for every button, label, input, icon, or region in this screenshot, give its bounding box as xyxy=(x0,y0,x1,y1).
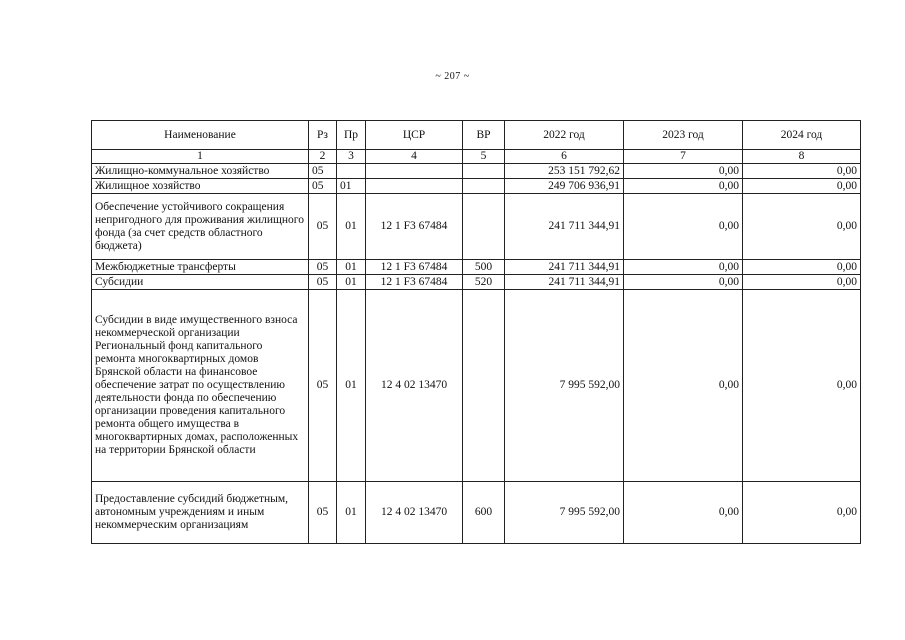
row-2023: 0,00 xyxy=(624,290,743,482)
row-pr: 01 xyxy=(337,290,366,482)
row-pr: 01 xyxy=(337,194,366,260)
column-number: 3 xyxy=(337,150,366,164)
row-pr: 01 xyxy=(337,179,366,194)
row-vr: 600 xyxy=(463,482,505,544)
column-number: 6 xyxy=(505,150,624,164)
row-2022: 253 151 792,62 xyxy=(505,164,624,179)
budget-table xyxy=(91,120,861,544)
row-pr: 01 xyxy=(337,275,366,290)
row-csr: 12 1 F3 67484 xyxy=(366,194,463,260)
row-pr: 01 xyxy=(337,260,366,275)
row-2024: 0,00 xyxy=(743,194,861,260)
row-2024: 0,00 xyxy=(743,482,861,544)
column-number: 8 xyxy=(743,150,861,164)
row-2023: 0,00 xyxy=(624,482,743,544)
column-number: 1 xyxy=(92,150,309,164)
row-rz: 05 xyxy=(309,260,337,275)
row-name: Обеспечение устойчивого сокращения непригодного для проживания жилищного фонда (за счет средств областного бюджета) xyxy=(92,194,309,260)
row-name: Предоставление субсидий бюджетным, автономным учреждениям и иным некоммерческим организациям xyxy=(92,482,309,544)
column-number-row xyxy=(92,150,861,164)
row-2023: 0,00 xyxy=(624,179,743,194)
table-row xyxy=(92,194,861,260)
row-name: Субсидии в виде имущественного взноса некоммерческой организации Региональный фонд капитального ремонта многоквартирных домов Брянской области на финансовое обеспечение затрат по осуществлению деятельности фонда по обеспечению организации проведения капитального ремонта общего имущества в многоквартирных домах, расположенных на территории Брянской области xyxy=(92,290,309,482)
row-name: Субсидии xyxy=(92,275,309,290)
header-2023: 2023 год xyxy=(624,121,743,150)
row-2022: 241 711 344,91 xyxy=(505,260,624,275)
row-csr: 12 4 02 13470 xyxy=(366,290,463,482)
row-2022: 7 995 592,00 xyxy=(505,482,624,544)
column-number: 2 xyxy=(309,150,337,164)
row-rz: 05 xyxy=(309,194,337,260)
row-vr: 500 xyxy=(463,260,505,275)
row-rz: 05 xyxy=(309,290,337,482)
row-2024: 0,00 xyxy=(743,260,861,275)
row-csr xyxy=(366,179,463,194)
row-name: Жилищное хозяйство xyxy=(92,179,309,194)
row-vr: 520 xyxy=(463,275,505,290)
table-row xyxy=(92,164,861,179)
table-row xyxy=(92,290,861,482)
row-pr: 01 xyxy=(337,482,366,544)
row-pr xyxy=(337,164,366,179)
row-2022: 249 706 936,91 xyxy=(505,179,624,194)
row-2024: 0,00 xyxy=(743,275,861,290)
column-number: 5 xyxy=(463,150,505,164)
row-vr xyxy=(463,164,505,179)
row-csr: 12 1 F3 67484 xyxy=(366,275,463,290)
row-2022: 241 711 344,91 xyxy=(505,275,624,290)
row-2024: 0,00 xyxy=(743,164,861,179)
row-name: Жилищно-коммунальное хозяйство xyxy=(92,164,309,179)
row-csr: 12 4 02 13470 xyxy=(366,482,463,544)
row-rz: 05 xyxy=(309,482,337,544)
header-csr: ЦСР xyxy=(366,121,463,150)
row-2022: 241 711 344,91 xyxy=(505,194,624,260)
row-csr: 12 1 F3 67484 xyxy=(366,260,463,275)
row-2023: 0,00 xyxy=(624,194,743,260)
row-2024: 0,00 xyxy=(743,179,861,194)
row-name: Межбюджетные трансферты xyxy=(92,260,309,275)
column-number: 4 xyxy=(366,150,463,164)
header-2022: 2022 год xyxy=(505,121,624,150)
row-2023: 0,00 xyxy=(624,164,743,179)
row-2022: 7 995 592,00 xyxy=(505,290,624,482)
page-number: ~ 207 ~ xyxy=(435,71,470,82)
row-vr xyxy=(463,290,505,482)
row-rz: 05 xyxy=(309,275,337,290)
row-2024: 0,00 xyxy=(743,290,861,482)
row-vr xyxy=(463,179,505,194)
row-2023: 0,00 xyxy=(624,260,743,275)
row-csr xyxy=(366,164,463,179)
table-header-row xyxy=(92,121,861,150)
table-row xyxy=(92,179,861,194)
table-row xyxy=(92,482,861,544)
header-pr: Пр xyxy=(337,121,366,150)
table-row xyxy=(92,260,861,275)
header-rz: Рз xyxy=(309,121,337,150)
row-rz: 05 xyxy=(309,164,337,179)
row-vr xyxy=(463,194,505,260)
header-2024: 2024 год xyxy=(743,121,861,150)
header-name: Наименование xyxy=(92,121,309,150)
column-number: 7 xyxy=(624,150,743,164)
table-row xyxy=(92,275,861,290)
row-rz: 05 xyxy=(309,179,337,194)
header-vr: ВР xyxy=(463,121,505,150)
row-2023: 0,00 xyxy=(624,275,743,290)
